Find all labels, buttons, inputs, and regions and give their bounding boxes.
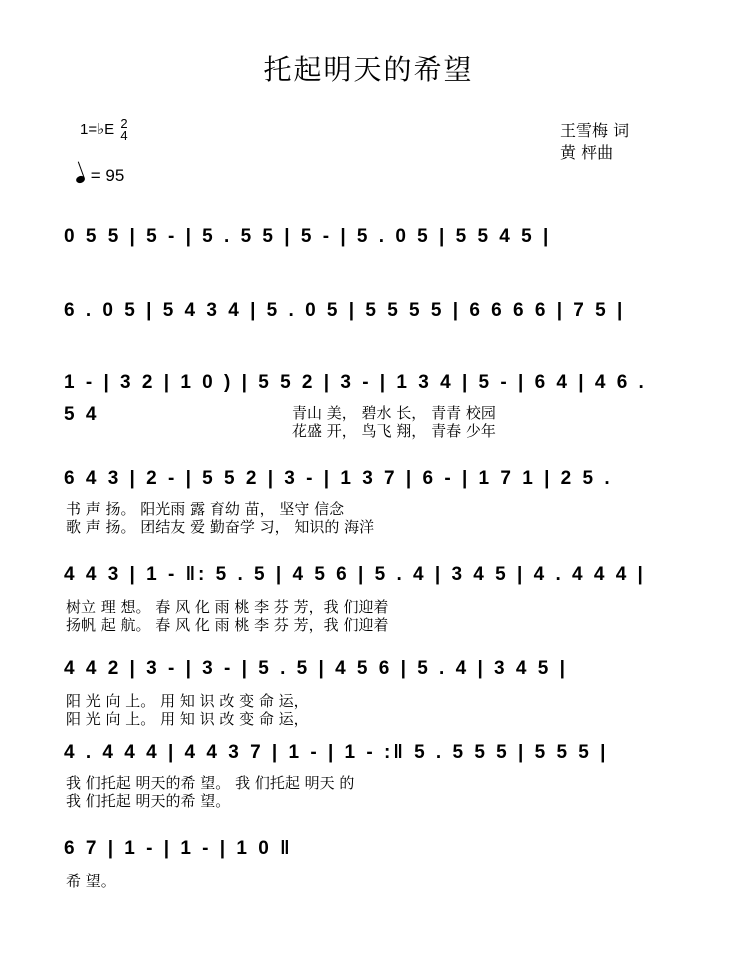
composer: 黄 枰曲 [560,143,614,162]
time-signature [120,118,127,142]
time-top: 2 [120,116,128,131]
tempo-marking [76,166,124,186]
lyrics-line-8-verse-1: 希 望。 [66,872,116,890]
key-signature [80,118,128,142]
lyrics-line-5-verse-1: 树立 理 想。 春 风 化 雨 桃 李 芬 芳，我 们迎着 [66,598,389,616]
lyrics-line-6-verse-1: 阳 光 向 上。 用 知 识 改 变 命 运， [66,692,309,710]
score-line-7: 4 . 4 4 4 | 4 4 3 7 | 1 - | 1 - :‖ 5 . 5 5 5 | 5 5 5 | [64,742,609,763]
tempo-value: = 95 [90,166,125,185]
score-line-8: 6 7 | 1 - | 1 - | 1 0 ‖ [64,838,293,859]
score-line-2: 6 . 0 5 | 5 4 3 4 | 5 . 0 5 | 5 5 5 5 | 6 6 6 6 | 7 5 | [64,300,626,321]
lyrics-line-4-verse-2: 歌 声 扬。 团结友 爱 勤奋学 习， 知识的 海洋 [66,518,375,536]
score-line-3: 1 - | 3 2 | 1 0 ) | 5 5 2 | 3 - | 1 3 4 | 5 - | 6 4 | 4 6 . [64,372,647,393]
lyrics-line-3-verse-1: 青山 美， 碧水 长， 青青 校园 [292,404,496,422]
score-line-6: 4 4 2 | 3 - | 3 - | 5 . 5 | 4 5 6 | 5 . 4 | 3 4 5 | [64,658,568,679]
score-line-1: 0 5 5 | 5 - | 5 . 5 5 | 5 - | 5 . 0 5 | 5 5 4 5 | [64,226,552,247]
score-line-5: 4 4 3 | 1 - ‖: 5 . 5 | 4 5 6 | 5 . 4 | 3 4 5 | 4 . 4 4 4 | [64,564,646,585]
lyrics-line-7-verse-2: 我 们托起 明天的希 望。 [66,792,231,810]
lyricist: 王雪梅 词 [560,121,630,140]
score-line-4: 6 4 3 | 2 - | 5 5 2 | 3 - | 1 3 7 | 6 - | 1 7 1 | 2 5 . [64,468,613,489]
lyrics-line-7-verse-1: 我 们托起 明天的希 望。 我 们托起 明天 的 [66,774,355,792]
credits [560,120,629,164]
score-line-3-lower: 5 4 [64,404,100,425]
time-bottom: 4 [120,128,128,143]
lyrics-line-3-verse-2: 花盛 开， 鸟飞 翔， 青春 少年 [292,422,496,440]
lyrics-line-4-verse-1: 书 声 扬。 阳光雨 露 育幼 苗， 坚守 信念 [66,500,345,518]
song-title: 托起明天的希望 [263,53,474,86]
quarter-note-icon [75,175,86,185]
key-label: 1=♭E [80,120,115,138]
lyrics-line-6-verse-2: 阳 光 向 上。 用 知 识 改 变 命 运， [66,710,309,728]
lyrics-line-5-verse-2: 扬帆 起 航。 春 风 化 雨 桃 李 芬 芳，我 们迎着 [66,616,389,634]
